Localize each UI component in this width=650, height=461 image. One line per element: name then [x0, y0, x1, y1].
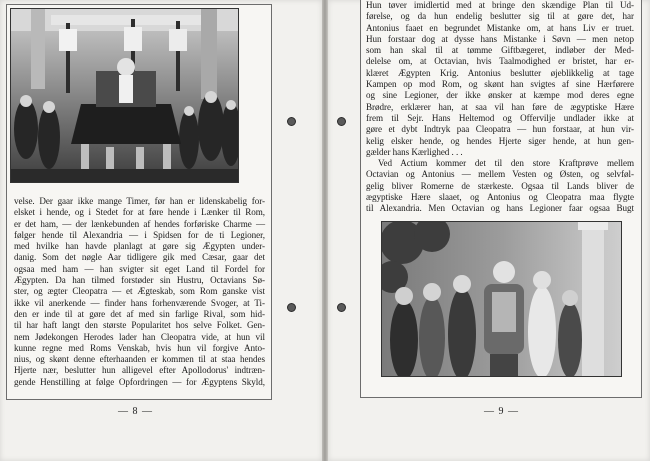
text-line: den er inde til at gøre det af med sin farlige Rival, som hid- — [14, 308, 265, 319]
text-line: gende Henstilling at følge Opfordringen — for Ægyptens Skyld, — [14, 376, 265, 387]
binder-hole — [337, 303, 346, 312]
text-line: Antonius faaet en begrundet Mistanke om, at hans Liv er truet. — [366, 22, 634, 33]
text-line: nem Jødekongen Herodes lader han Cleopatra vide, at hun vil — [14, 331, 265, 342]
text-line: ogsaa med ham — han svigter sit eget Land til Fordel for — [14, 263, 265, 274]
text-line: ikke vil anerkende — finder hans forhenværende Svoger, at Ti- — [14, 297, 265, 308]
text-line: og sine Legioner, der ikke ønsker at kæmpe mod deres egne — [366, 90, 634, 101]
text-line: Octavian og Antonius — mellem Vesten og Østen, og selvføl- — [366, 169, 634, 180]
binder-hole — [287, 117, 296, 126]
binder-hole — [337, 117, 346, 126]
text-line: ster, og ægter Cleopatra — et Ægteskab, som Rom ganske vist — [14, 286, 265, 297]
text-line: gelig bliver Romerne de stærkeste. Ogsaa til Lands bliver de — [366, 180, 634, 191]
left-page-body — [14, 196, 265, 388]
text-line: Hjerte nær, beslutter hun alligevel efter Apollodorus' indtræn- — [14, 365, 265, 376]
page-number-right: — 9 — — [484, 406, 519, 417]
cast-photo-image — [382, 222, 622, 377]
text-line: Ægypten. Da han tilmed forstøder sin Hustru, Octavians Sø- — [14, 275, 265, 286]
text-line: frem til Sejr. Hans Heltemod og Offervilje undlader ikke at — [366, 112, 634, 123]
text-line: ægyptiske Hære slaaet, og Antonius og Cleopatra maa flygte — [366, 192, 634, 203]
text-line: velse. Der gaar ikke mange Timer, før han er lidenskabelig for- — [14, 196, 265, 206]
right-page-body — [366, 0, 634, 215]
text-line: gøre et dybt Indtryk paa Cleopatra — hun forstaar, at hun vir- — [366, 124, 634, 135]
text-line: Hun tøver imidlertid med at bringe den skændige Plan til Ud- — [366, 0, 634, 10]
text-line: Brødre, erklærer han, at saa vil han føre de ægyptiske Hære — [366, 101, 634, 112]
cast-photo — [381, 221, 622, 377]
text-line: kelig elsker hende, og hendes Hjerte siger hende, at hun gen- — [366, 135, 634, 146]
procession-photo — [10, 8, 239, 183]
procession-photo-image — [11, 9, 239, 183]
text-line: følger hende til Alexandria — i Spidsen for de ti Legioner, — [14, 229, 265, 240]
text-line: kunne regne med Roms Venskab, hvis hun vil forgive Anto- — [14, 342, 265, 353]
text-line: delelse om, at Octavian, hvis Taalmodighed er bristet, har er- — [366, 56, 634, 67]
text-line: danig. Som det nøgle Aar tidligere gik med Cæsar, gaar det — [14, 252, 265, 263]
text-line: er det ham, — der lænkebunden af hendes forføriske Charme — — [14, 218, 265, 229]
text-line: elsket i hende, og i Stedet for at føre hende i Lænker til Rom, — [14, 207, 265, 218]
text-line: til har haft langt den største Popularitet hos selve Folket. Gen- — [14, 320, 265, 331]
text-line: til Alexandria. Men Octavian og hans Legioner faar ogsaa Bugt — [366, 203, 634, 214]
page-number-left: — 8 — — [118, 406, 153, 417]
binder-hole — [287, 303, 296, 312]
text-line: gælder hans Kærlighed . . . — [366, 146, 463, 157]
text-line: førelse, og da hun endelig beslutter sig til at gøre det, har — [366, 11, 634, 22]
text-line: som han skal til at tømme Giftbægeret, indløber der Med- — [366, 45, 634, 56]
text-line: Ved Actium kommer det til den store Kraftprøve mellem — [378, 158, 634, 169]
text-line: klæret Ægypten Krig. Antonius beslutter øjeblikkelig at tage — [366, 67, 634, 78]
text-line: Kampen op mod Rom, og skønt han svigtes af sine Hærførere — [366, 79, 634, 90]
text-line: nius, og skønt denne efterhaanden er kommen til at staa hendes — [14, 354, 265, 365]
text-line: Hun forstaar dog at dysse hans Mistanke i Søvn — men netop — [366, 33, 634, 44]
text-line: med hvilke han havde planlagt at gøre sig Ægypten under- — [14, 241, 265, 252]
